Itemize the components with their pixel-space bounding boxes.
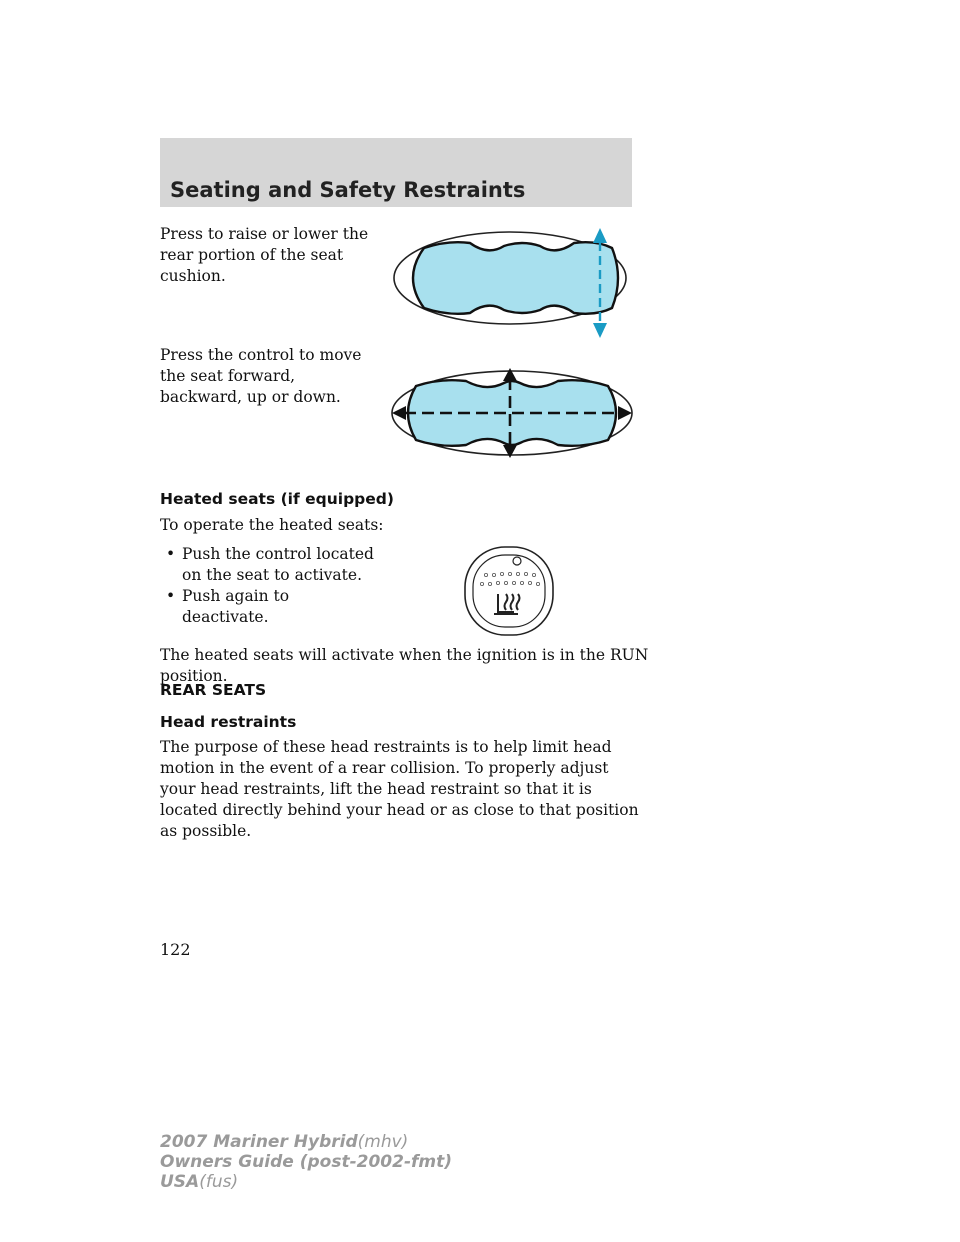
head-restraints-heading: Head restraints: [160, 713, 297, 731]
bullet-icon: •: [166, 587, 176, 605]
footer-line: USA(fus): [160, 1172, 239, 1192]
footer-line: Owners Guide (post-2002-fmt): [160, 1152, 453, 1172]
seat-move-control-diagram: [388, 366, 640, 460]
page-title: Seating and Safety Restraints: [170, 178, 526, 202]
move-control-instruction: Press the control to move the seat forward, backward, up or down.: [160, 346, 362, 406]
heated-seats-heading: Heated seats (if equipped): [160, 490, 394, 508]
page-number: 122: [160, 940, 191, 959]
list-item: • Push the control located on the seat to activate.: [166, 545, 374, 584]
arrow-up-icon: [593, 228, 607, 243]
footer-line: 2007 Mariner Hybrid(mhv): [160, 1132, 409, 1152]
bullet-icon: •: [166, 545, 176, 563]
rear-cushion-control-diagram: [388, 226, 640, 342]
switch-button: [473, 555, 545, 627]
list-item: • Push again to deactivate.: [166, 587, 290, 626]
head-restraints-body: The purpose of these head restraints is to help limit head motion in the event of a rear collision. To properly adjust your head restraints, lift the head restraint so that it is located directly behind your head or as close to that position as possible.: [160, 738, 639, 840]
rear-seats-heading: REAR SEATS: [160, 681, 267, 699]
heated-seats-intro: To operate the heated seats:: [160, 516, 384, 534]
heated-seats-note: The heated seats will activate when the ignition is in the RUN position.: [160, 646, 649, 685]
arrow-down-icon: [593, 323, 607, 338]
rear-cushion-instruction: Press to raise or lower the rear portion of the seat cushion.: [160, 225, 369, 285]
document-footer: [160, 1132, 452, 1192]
heated-seat-switch-diagram: [462, 544, 556, 638]
seat-control-button: [413, 242, 618, 314]
